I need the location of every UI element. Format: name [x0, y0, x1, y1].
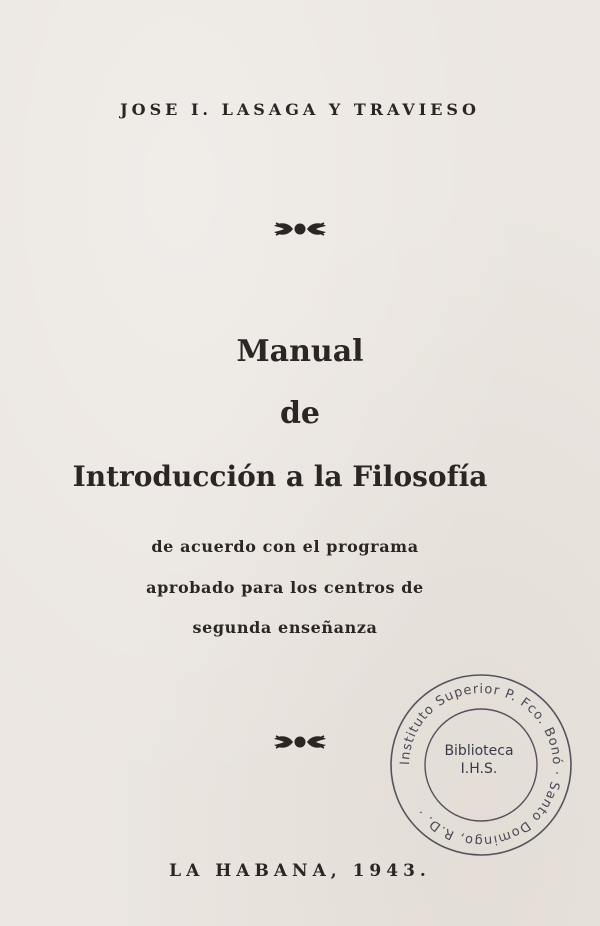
fleuron-icon: [0, 218, 600, 245]
author-name: JOSE I. LASAGA Y TRAVIESO: [120, 100, 480, 119]
stamp-center: [424, 742, 534, 778]
title-line-de: de: [279, 396, 321, 431]
title-line-manual: Manual: [236, 334, 364, 369]
imprint: LA HABANA, 1943.: [169, 861, 431, 881]
subtitle-line-3: segunda enseñanza: [192, 618, 378, 637]
stamp-center-line-2: I.H.S.: [460, 761, 498, 777]
subtitle-line-1: de acuerdo con el programa: [151, 537, 419, 556]
subtitle-line-2: aprobado para los centros de: [146, 578, 424, 597]
stamp-ring-text: Instituto Superior P. Fco. Bonó · Santo Domingo, R.D. ·: [397, 681, 565, 849]
title-line-main: Introducción a la Filosofía: [72, 460, 488, 493]
stamp-center-line-1: Biblioteca: [444, 743, 514, 759]
